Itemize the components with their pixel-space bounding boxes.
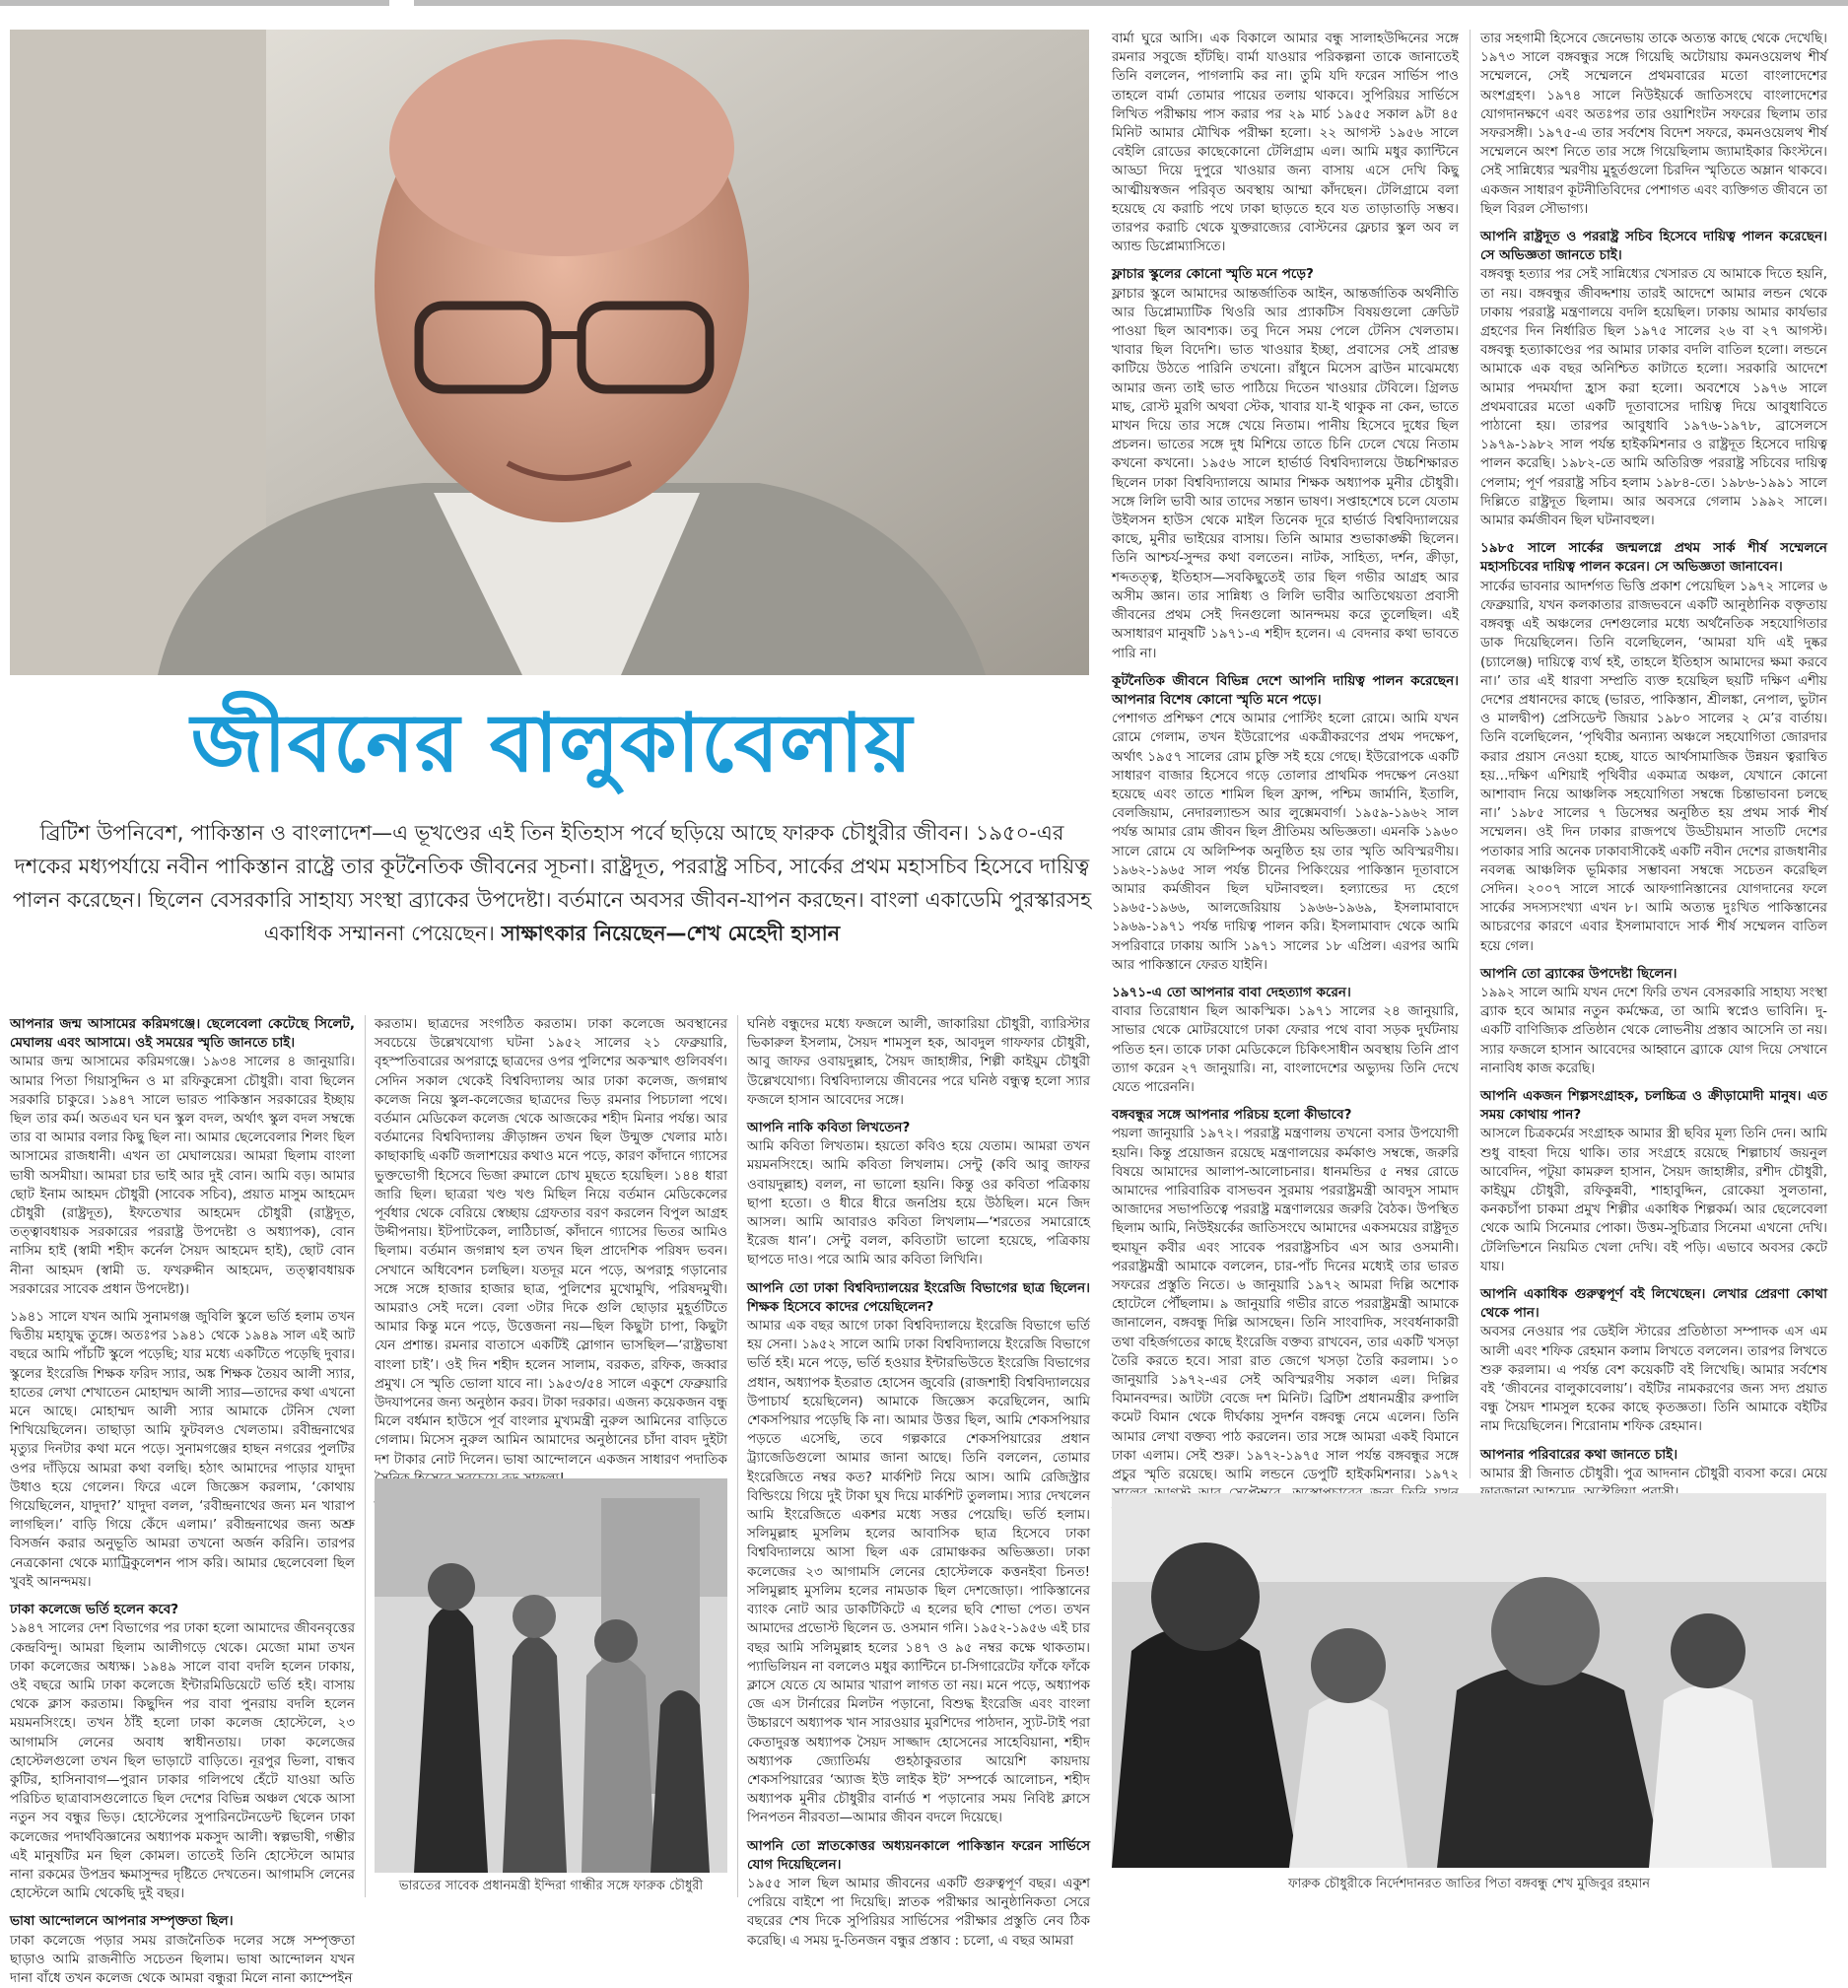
question: ভাষা আন্দোলনে আপনার সম্পৃক্ততা ছিল। (10, 1913, 234, 1930)
caption-indira-photo: ভারতের সাবেক প্রধানমন্ত্রী ইন্দিরা গান্ধীর সঙ্গে ফারুক চৌধুরী (398, 1879, 704, 1893)
question: আপনি তো স্নাতকোত্তর অধ্যয়নকালে পাকিস্তান ফরেন সার্ভিসে যোগ দিয়েছিলেন। (747, 1837, 1090, 1873)
answer: বঙ্গবন্ধু হত্যার পর সেই সান্নিধ্যের খেসারত যে আমাকে দিতে হয়নি, তা নয়। বঙ্গবন্ধুর জীবদ্দশায় তারই আদেশে আমার লন্ডন থেকে ঢাকায় পররাষ্ট্র মন্ত্রণালয়ে বদলি হয়েছিল। ঢাকায় আমার কার্যভার গ্রহণের দিন নির্ধারিত ছিল ১৯৭৫ সালের ২৬ বা ২৭ আগস্ট। বঙ্গবন্ধু হত্যাকাণ্ডের পর আমার ঢাকার বদলি বাতিল হলো। লন্ডনে আমাকে এক বছর অনিশ্চিত কাটাতে হলো। সরকারি আদেশে আমার পদমর্যাদা হ্রাস করা হলো। অবশেষে ১৯৭৬ সালে প্রথমবারের মতো একটি দূতাবাসের দায়িত্ব দিয়ে আবুধাবিতে পাঠানো হয়। তারপর আবুধাবি ১৯৭৬-১৯৭৮, ব্রাসেলসে ১৯৭৯-১৯৮২ সাল পর্যন্ত হাইকমিশনার ও রাষ্ট্রদূত হিসেবে দায়িত্ব পালন করেছি। ১৯৮২-তে আমি অতিরিক্ত পররাষ্ট্র সচিবের দায়িত্ব পেলাম; পূর্ণ পররাষ্ট্র সচিব হলাম ১৯৮৪-তে। ১৯৮৬-১৯৯১ সালে দিল্লিতে রাষ্ট্রদূত ছিলাম। আর অবসরে গেলাম ১৯৯২ সালে। আমার কর্মজীবন ছিল ঘটনাবহুল। (1480, 266, 1827, 529)
caption-bangabandhu-photo: ফারুক চৌধুরীকে নির্দেশদানরত জাতির পিতা বঙ্গবন্ধু শেখ মুজিবুর রহমান (1287, 1877, 1651, 1891)
column-2 (375, 1015, 727, 1469)
question: আপনি রাষ্ট্রদূত ও পররাষ্ট্র সচিব হিসেবে দায়িত্ব পালন করেছেন। সে অভিজ্ঞতা জানতে চাই। (1480, 229, 1827, 264)
top-rule-right (414, 0, 1848, 6)
question: ১৯৮৫ সালে সার্কের জন্মলগ্নে প্রথম সার্ক শীর্ষ সম্মেলনে মহাসচিবের দায়িত্ব পালন করেন। সে অভিজ্ঞতা জানাবেন। (1480, 540, 1827, 576)
answer: বার্মা ঘুরে আসি। এক বিকালে আমার বন্ধু সালাহউদ্দিনের সঙ্গে রমনার সবুজে হাঁটছি। বার্মা যাওয়ার পরিকল্পনা তাকে জানাতেই তিনি বললেন, পাগলামি কর না। তুমি যদি ফরেন সার্ভিস পাও তাহলে বার্মা তোমার পায়ের তলায় থাকবে। সুপিরিয়র সার্ভিসে লিখিত পরীক্ষায় পাস করার পর ২৯ মার্চ ১৯৫৫ সকাল ৯টা ৪৫ মিনিট আমার মৌখিক পরীক্ষা হলো। ২২ আগস্ট ১৯৫৬ সালে বেইলি রোডের কাছেকোনো টেলিগ্রাম এল। আমি মধুর ক্যান্টিনে আড্ডা দিয়ে দুপুরে খাওয়ার জন্য বাসায় এসে দেখি কিছু আত্মীয়স্বজন পরিবৃত অবস্থায় আম্মা কাঁদছেন। টেলিগ্রামে বলা হয়েছে যে করাচি পথে ঢাকা ছাড়তে হবে যত তাড়াতাড়ি সম্ভব। তারপর করাচি থেকে যুক্তরাজ্যের বোস্টনের ফ্লেচার স্কুল অব ল অ্যান্ড ডিপ্লোম্যাসিতে। (1112, 31, 1459, 255)
photo-indira-gandhi (375, 1478, 727, 1873)
answer: আমি কবিতা লিখতাম। হয়তো কবিও হয়ে যেতাম। আমরা তখন ময়মনসিংহে। আমি কবিতা লিখলাম। সেন্টু (কবি আবু জাফর ওবায়দুল্লাহ) বলল, না ভালো হয়নি। কিন্তু ওর কবিতা পত্রিকায় ছাপা হতো। ও ধীরে ধীরে জনপ্রিয় হয়ে উঠছিল। মনে জিদ আসল। আমি আবারও কবিতা লিখলাম—‘শরতের সমারোহে ইরেজ ধান’। সেন্টু বলল, কবিতাটা ভালো হয়েছে, পত্রিকায় ছাপতে দাও। পরে আমি আর কবিতা লিখিনি। (747, 1138, 1090, 1268)
intro-paragraph (10, 816, 1094, 984)
question: আপনি একাধিক গুরুত্বপূর্ণ বই লিখেছেন। লেখার প্রেরণা কোথা থেকে পান। (1480, 1286, 1827, 1322)
question: বঙ্গবন্ধুর সঙ্গে আপনার পরিচয় হলো কীভাবে? (1112, 1107, 1352, 1124)
column-divider (1470, 30, 1471, 1478)
answer: ঢাকা কলেজে পড়ার সময় রাজনৈতিক দলের সঙ্গে সম্পৃক্ততা ছাড়াও আমি রাজনীতি সচেতন ছিলাম। ভাষা আন্দোলন যখন দানা বাঁধে তখন কলেজ থেকে আমরা বন্ধুরা মিলে নানা ক্যাম্পেইন (10, 1932, 355, 1986)
answer: করতাম। ছাত্রদের সংগঠিত করতাম। ঢাকা কলেজে অবস্থানের সবচেয়ে উল্লেখযোগ্য ঘটনা ১৯৫২ সালের ২১ ফেব্রুয়ারি, বৃহস্পতিবারের অপরাহ্ণে ছাত্রদের ওপর পুলিশের অকস্মাৎ গুলিবর্ষণ। সেদিন সকাল থেকেই বিশ্ববিদ্যালয় আর ঢাকা কলেজ, জগন্নাথ কলেজ নিয়ে স্কুল-কলেজের ছাত্রদের ভিড় রমনার পিচঢালা পথে। বর্তমান মেডিকেল কলেজ থেকে আজকের শহীদ মিনার পর্যন্ত। আর বর্তমানের বিশ্ববিদ্যালয় ক্রীড়াঙ্গন তখন ছিল উন্মুক্ত খেলার মাঠ। কাছাকাছি একটি জলাশয়ের কথাও মনে পড়ে, কারণ কাঁদানে গ্যাসের ভুক্তভোগী হিসেবে ভিজা রুমালে চোখ মুছতে হয়েছিল। ১৪৪ ধারা জারি ছিল। ছাত্ররা খণ্ড খণ্ড মিছিল নিয়ে বর্তমান মেডিকেলের পূর্বধার থেকে বেরিয়ে স্বেচ্ছায় গ্রেফতার বরণ করলেন বিপুল আগ্রহ উদ্দীপনায়। ইটপাটকেল, লাঠিচার্জ, কাঁদানে গ্যাসের ভিতর আমিও ছিলাম। বর্তমান জগন্নাথ হল তখন ছিল প্রাদেশিক পরিষদ ভবন। সেখানে অধিবেশন চলছিল। যতদূর মনে পড়ে, অপরাহ্ণ গড়ানোর সঙ্গে সঙ্গে হাজার হাজার ছাত্র, পুলিশের মুখোমুখি, পরিষদমুখী। আমরাও সেই দলে। বেলা ৩টার দিকে গুলি ছোড়ার মুহূর্তটিতে আমার কিন্তু মনে পড়ে, উত্তেজনা নয়—ছিল কিছুটা চাপা, কিছুটা যেন প্রশান্ত। রমনার বাতাসে একটিই স্লোগান ভাসছিল—‘রাষ্ট্রভাষা বাংলা চাই’। ওই দিন শহীদ হলেন সালাম, বরকত, রফিক, জব্বার প্রমুখ। সে স্মৃতি ভোলা যাবে না। ১৯৫৩/৫৪ সালে একুশে ফেব্রুয়ারি উদযাপনের জন্য অনুষ্ঠান করব। টাকা দরকার। এজন্য কয়েকজন বন্ধু মিলে বর্ধমান হাউসে পূর্ব বাংলার মুখ্যমন্ত্রী নুরুল আমিনের বাড়িতে গেলাম। মিসেস নুরুল আমিন আমাদের অনুষ্ঠানের চাঁদা বাবদ দুইটা দশ টাকার নোট দিলেন। ভাষা আন্দোলনে একজন সাধারণ পদাতিক (375, 1016, 727, 1468)
column-1 (10, 1015, 355, 1986)
question: কূটনৈতিক জীবনে বিভিন্ন দেশে আপনি দায়িত্ব পালন করেছেন। আপনার বিশেষ কোনো স্মৃতি মনে পড়ে। (1112, 672, 1459, 708)
answer: আমার এক বছর আগে ঢাকা বিশ্ববিদ্যালয়ে ইংরেজি বিভাগে ভর্তি হয় সেনা। ১৯৫২ সালে আমি ঢাকা বিশ্ববিদ্যালয়ে ইংরেজি বিভাগে ভর্তি হই। মনে পড়ে, ভর্তি হওয়ার ইন্টারভিউতে ইংরেজি বিভাগের প্রধান, অধ্যাপক ইতরাত হোসেন জুবেরি (রাজশাহী বিশ্ববিদ্যালয়ের উপাচার্য হয়েছিলেন) আমাকে জিজ্ঞেস করেছিলেন, আমি শেকসপিয়ার পড়েছি কি না। আমার উত্তর ছিল, আমি শেকসপিয়ার পড়তে এসেছি, তবে গল্পকারে শেকসপিয়ারের প্রধান ট্র্যাজেডিগুলো আমার জানা আছে। তিনি বললেন, তোমার ইংরেজিতে নম্বর কত? মার্কশিট নিয়ে আস। আমি রেজিস্ট্রার বিল্ডিংয়ে গিয়ে দুই টাকা ঘুষ দিয়ে মার্কশিট তুললাম। স্যার দেখলেন আমি ইংরেজিতে একশর মধ্যে সত্তর পেয়েছি। ভর্তি হলাম। সলিমুল্লাহ মুসলিম হলের আবাসিক ছাত্র হিসেবে ঢাকা বিশ্ববিদ্যালয়ে আসা ছিল এক রোমাঞ্চকর অভিজ্ঞতা। ঢাকা কলেজের ২৩ আগামসি লেনের হোস্টেলকে কত্তনইবা চিনত! সলিমুল্লাহ মুসলিম হলের নামডাক ছিল দেশজোড়া। পাকিস্তানের ব্যাংক নোট আর ডাকটিকিটে এ হলের ছবি শোভা পেত। তখন আমাদের প্রভোস্ট ছিলেন ড. ওসমান গনি। ১৯৫২-১৯৫৬ এই চার বছর আমি সলিমুল্লাহ হলের ১৪৭ ও ৯৫ নম্বর কক্ষে থাকতাম। প্যাভিলিয়ন না বললেও মধুর ক্যান্টিনে চা-সিগারেটের ফাঁকে ফাঁকে ক্লাসে যেতে যে আমার খারাপ লাগত তা নয়। মনে পড়ে, অধ্যাপক জে এস টার্নারের মিলটন পড়ানো, বিশুদ্ধ ইংরেজি এবং বাংলা উচ্চারণে অধ্যাপক খান সারওয়ার মুরশিদের পাঠদান, স্যুট-টাই পরা কেতাদুরস্ত অধ্যাপক সৈয়দ সাজ্জাদ হোসেনের সাহেবিয়ানা, শহীদ অধ্যাপক জ্যোতির্ময় গুহঠাকুরতার আয়েশি কায়দায় শেকসপিয়ারের ‘অ্যাজ ইউ লাইক ইট’ সম্পর্কে আলোচন, শহীদ অধ্যাপক মুনীর চৌধুরীর বার্নার্ড শ পড়ানোর সময় নিবিষ্ট ক্লাসে পিনপতন নীরবতা—আমার জীবন বদলে দিয়েছে। (747, 1318, 1090, 1826)
answer: আসলে চিত্রকর্মের সংগ্রাহক আমার স্ত্রী ছবির মূল্য তিনি দেন। আমি শুধু বাহবা দিয়ে থাকি। তার সংগ্রহে রয়েছে শিল্পাচার্য জয়নুল আবেদিন, পটুয়া কামরুল হাসান, সৈয়দ জাহাঙ্গীর, রশীদ চৌধুরী, কাইয়ুম চৌধুরী, রফিকুন্নবী, শাহাবুদ্দিন, রোকেয়া সুলতানা, কনকচাঁপা চাকমা প্রমুখ শিল্পীর একাধিক শিল্পকর্ম। আর ছেলেবেলা থেকে আমি সিনেমার পোকা। উত্তম-সুচিত্রার সিনেমা এখনো দেখি। টেলিভিশনে নিয়মিত খেলা দেখি। বই পড়ি। এভাবে অবসর কেটে যায়। (1480, 1126, 1827, 1274)
column-divider (737, 1015, 738, 1897)
portrait-photo (10, 30, 1089, 675)
answer: ১৯৫৫ সাল ছিল আমার জীবনের একটি গুরুত্বপূর্ণ বছর। একুশ পেরিয়ে বাইশে পা দিয়েছি। স্নাতক পরীক্ষার আনুষ্ঠানিকতা সেরে বছরের শেষ দিকে সুপিরিয়র সার্ভিসের পরীক্ষার প্রস্তুতি নেব ঠিক করেছি। এ সময় দু-তিনজন বন্ধুর প্রস্তাব : চলো, এ বছর আমরা (747, 1875, 1090, 1949)
answer: সার্কের ভাবনার আদর্শগত ভিত্তি প্রকাশ পেয়েছিল ১৯৭২ সালের ৬ ফেব্রুয়ারি, যখন কলকাতার রাজভবনে একটি আনুষ্ঠানিক বক্তৃতায় বঙ্গবন্ধু এই অঞ্চলের দেশগুলোর মধ্যে অর্থনৈতিক সহযোগিতার ডাক দিয়েছিলেন। তিনি বলেছিলেন, ‘আমরা যদি এই দুষ্কর (চ্যালেঞ্জ) দায়িত্বে ব্যর্থ হই, তাহলে ইতিহাস আমাদের ক্ষমা করবে না।’ তার এই ধারণা সম্প্রতি ব্যক্ত হয়েছিল ছয়টি দক্ষিণ এশীয় দেশের প্রধানদের কাছে (ভারত, পাকিস্তান, শ্রীলঙ্কা, নেপাল, ভুটান ও মালদ্বীপ) প্রেসিডেন্ট জিয়ার ১৯৮০ সালের ২ মে’র বার্তায়। তিনি বলেছিলেন, ‘পৃথিবীর অন্যান্য অঞ্চলে সহযোগিতা জোরদার করার প্রয়াস নেওয়া হচ্ছে, যাতে আর্থসামাজিক উন্নয়ন ত্বরান্বিত হয়…দক্ষিণ এশিয়াই পৃথিবীর একমাত্র অঞ্চল, যেখানে কোনো আশাবাদ নিয়ে আঞ্চলিক সহযোগিতা সম্বন্ধে চিন্তাভাবনা চলছে না।’ ১৯৮৫ সালের ৭ ডিসেম্বর অনুষ্ঠিত হয় প্রথম সার্ক শীর্ষ সম্মেলন। ওই দিন ঢাকার রাজপথে উড্ডীয়মান সাতটি দেশের পতাকার সারি অনেক ঢাকাবাসীকেই একটি নবীন দেশের রাজধানীর নবলব্ধ আঞ্চলিক ভূমিকার সম্ভাবনা সম্বন্ধে সচেতন করেছিল সেদিন। ২০০৭ সালে সার্কে আফগানিস্তানের যোগদানের ফলে সার্কের সদস্যসংখ্যা এখন ৮। আমি অত্যন্ত দুঃখিত পাকিস্তানের আচরণের কারণে এবার ইসলামাবাদে সার্ক শীর্ষ সম্মেলন বাতিল হয়ে গেল। (1480, 578, 1827, 954)
byline: সাক্ষাৎকার নিয়েছেন—শেখ মেহেদী হাসান (501, 922, 841, 945)
headline: জীবনের বালুকাবেলায় (190, 697, 914, 790)
question: আপনি একজন শিল্পসংগ্রাহক, চলচ্চিত্র ও ক্রীড়ামোদী মানুষ। এত সময় কোথায় পান? (1480, 1087, 1827, 1124)
answer: ১৯৪৭ সালের দেশ বিভাগের পর ঢাকা হলো আমাদের জীবনবৃত্তের কেন্দ্রবিন্দু। আমরা ছিলাম আলীগড়ে থেকে। মেজো মামা তখন ঢাকা কলেজের অধ্যক্ষ। ১৯৪৯ সালে বাবা বদলি হলেন ঢাকায়, ওই বছরে আমি ঢাকা কলেজে ইন্টারমিডিয়েটে ভর্তি হই। বাসায় থেকে ক্লাস করতাম। কিছুদিন পর বাবা পুনরায় বদলি হলেন ময়মনসিংহে। তখন ঠাঁই হলো ঢাকা কলেজ হোস্টেলে, ২৩ আগামসি লেনের অবাধ স্বাধীনতায়। ঢাকা কলেজের হোস্টেলগুলো তখন ছিল ভাড়াটে বাড়িতে। নূরপুর ভিলা, বান্ধব কুটির, হাসিনাবাগ—পুরান ঢাকার গলিপথে হেঁটে যাওয়া অতি পরিচিত ছাত্রাবাসগুলোতে ছিল দেশের বিভিন্ন অঞ্চল থেকে আসা নতুন সব বন্ধুর ভিড়। হোস্টেলের সুপারিনটেনডেন্ট ছিলেন ঢাকা কলেজের পদার্থবিজ্ঞানের অধ্যাপক মকসুদ আলী। স্বল্পভাষী, গম্ভীর এই মানুষটির মন ছিল কোমল। তাতেই তিনি হোস্টেলে আমার নানা রকমের উপদ্রব ক্ষমাসুন্দর দৃষ্টিতে দেখতেন। আগামসি লেনের হোস্টেলে আমি থেকেছি দুই বছর। (10, 1620, 355, 1902)
question: ফ্লাচার স্কুলের কোনো স্মৃতি মনে পড়ে? (1112, 266, 1314, 283)
question: আপনার জন্ম আসামের করিমগঞ্জে। ছেলেবেলা কেটেছে সিলেট, মেঘালয় এবং আসামে। ওই সময়ের স্মৃতি জানতে চাই। (10, 1016, 355, 1052)
question: আপনি নাকি কবিতা লিখতেন? (747, 1120, 911, 1136)
answer: বাবার তিরোধান ছিল আকস্মিক। ১৯৭১ সালের ২৪ জানুয়ারি, সাভার থেকে মোটরযোগে ঢাকা ফেরার পথে বাবা সড়ক দুর্ঘটনায় পতিত হন। তাকে ঢাকা মেডিকেলে চিকিৎসাধীন অবস্থায় তিনি প্রাণ ত্যাগ করেন ২৭ জানুয়ারি। না, বাংলাদেশের অভ্যুদয় তিনি দেখে যেতে পারেননি। (1112, 1003, 1459, 1095)
question: আপনি তো ব্র্যাকের উপদেষ্টা ছিলেন। (1480, 965, 1677, 982)
column-4 (1112, 30, 1459, 1483)
question: আপনার পরিবারের কথা জানতে চাই। (1480, 1446, 1678, 1463)
answer: ফ্লাচার স্কুলে আমাদের আন্তর্জাতিক আইন, আন্তর্জাতিক অর্থনীতি আর ডিপ্লোম্যাটিক থিওরি আর প্র্যাকটিস বিষয়গুলো ক্রেডিট পাওয়া ছিল আবশ্যক। তবু দিনে সময় পেলে টেনিস খেলতাম। খাবার ছিল বিদেশি। ভাত খাওয়ার ইচ্ছা, প্রবাসের সেই প্রারম্ভ কাটিয়ে উঠতে পারিনি তখনো। রাঁধুনে মিসেস ব্রাউন মাঝেমধ্যে আমার জন্য তাই ভাত পাঠিয়ে দিতেন খাওয়ার টেবিলে। গ্রিলড মাছ, রোস্ট মুরগি অথবা স্টেক, খাবার যা-ই থাকুক না কেন, ভাতে মাখন দিয়ে তার সঙ্গে খেয়ে নিতাম। পানীয় হিসেবে দুধের ছিল প্রচলন। ভাতের সঙ্গে দুধ মিশিয়ে তাতে চিনি ঢেলে খেয়ে নিতাম কখনো কখনো। ১৯৫৬ সালে হার্ভার্ড বিশ্ববিদ্যালয়ে উচ্চশিক্ষারত ছিলেন ঢাকা বিশ্ববিদ্যালয়ে আমার শিক্ষক অধ্যাপক মুনীর চৌধুরী। সঙ্গে লিলি ভাবী আর তাদের সন্তান ভাষণ। সপ্তাহশেষে চলে যেতাম উইলসন হাউস থেকে মাইল তিনেক দূরে হার্ভার্ড বিশ্ববিদ্যালয়ের কাছে, মুনীর ভাইয়ের বাসায়। তিনি আমার শুভাকাঙ্ক্ষী ছিলেন। তিনি আশ্চর্য-সুন্দর কথা বলতেন। নাটক, সাহিত্য, দর্শন, ক্রীড়া, শব্দতত্ত্ব, ইতিহাস—সবকিছুতেই তার ছিল গভীর আগ্রহ আর অসীম জ্ঞান। তার সান্নিধ্য ও লিলি ভাবীর আতিথেয়তা প্রবাসী জীবনের প্রথম সেই দিনগুলো আনন্দময় করে তুলেছিল। এই অসাধারণ মানুষটি ১৯৭১-এ শহীদ হলেন। এ বেদনার কথা ভাবতে পারি না। (1112, 285, 1459, 661)
intro-text: ব্রিটিশ উপনিবেশ, পাকিস্তান ও বাংলাদেশ—এ ভূখণ্ডের এই তিন ইতিহাস পর্বে ছড়িয়ে আছে ফারুক চৌধুরীর জীবন। ১৯৫০-এর দশকের মধ্যপর্যায়ে নবীন পাকিস্তান রাষ্ট্রে তার কূটনৈতিক জীবনের সূচনা। রাষ্ট্রদূত, পররাষ্ট্র সচিব, সার্কের প্রথম মহাসচিব হিসেবে দায়িত্ব পালন করেছেন। ছিলেন বেসরকারি সাহায্য সংস্থা ব্র্যাকের উপদেষ্টা। বর্তমানে অবসর জীবন-যাপন করছেন। বাংলা একাডেমি পুরস্কারসহ একাধিক সম্মাননা পেয়েছেন। (12, 821, 1092, 945)
question: আপনি তো ঢাকা বিশ্ববিদ্যালয়ের ইংরেজি বিভাগের ছাত্র ছিলেন। শিক্ষক হিসেবে কাদের পেয়েছিলেন? (747, 1279, 1090, 1315)
top-rule-left (0, 0, 389, 6)
column-divider (365, 1015, 366, 1897)
column-3 (747, 1015, 1090, 1949)
column-5 (1480, 30, 1827, 1481)
answer: অবসর নেওয়ার পর ডেইলি স্টারের প্রতিষ্ঠাতা সম্পাদক এস এম আলী এবং শফিক রেহমান কলাম লিখতে বললেন। তারপর লিখতে শুরু করলাম। এ পর্যন্ত বেশ কয়েকটি বই লিখেছি। আমার সর্বশেষ বই ‘জীবনের বালুকাবেলায়’। বইটির নামকরণের জন্য সদ্য প্রয়াত বন্ধু সৈয়দ শামসুল হকের কাছে কৃতজ্ঞতা। তিনি আমাকে বইটির নাম দিয়েছিলেন। শিরোনাম শফিক রেহমান। (1480, 1324, 1827, 1435)
answer: ১৯৯২ সালে আমি যখন দেশে ফিরি তখন বেসরকারি সাহায্য সংস্থা ব্র্যাক হবে আমার নতুন কর্মক্ষেত্র, তা আমি স্বপ্নেও ভাবিনি। দু-একটি বাণিজ্যিক প্রতিষ্ঠান থেকে লোভনীয় প্রস্তাব আসেনি তা নয়। স্যার ফজলে হাসান আবেদের আহ্বানে ব্র্যাকে যোগ দিয়ে সেখানে নানাবিধ কাজ করেছি। (1480, 984, 1827, 1076)
answer: ১৯৪১ সালে যখন আমি সুনামগঞ্জ জুবিলি স্কুলে ভর্তি হলাম তখন দ্বিতীয় মহাযুদ্ধ তুঙ্গে। অতঃপর ১৯৪১ থেকে ১৯৪৯ সাল এই আট বছরে আমি পাঁচটি স্কুলে পড়েছি; যার মধ্যে একটিতে পড়েছি দুবার। স্কুলের ইংরেজি শিক্ষক ফরিদ স্যার, অঙ্ক শিক্ষক তৈয়ব আলী স্যার, হাতের লেখা শেখাতেন মোহাম্মদ আলী স্যার—তাদের কথা এখনো মনে আছে। মোহাম্মদ আলী স্যার আমাকে টেনিস খেলা শিখিয়েছিলেন। তাছাড়া আমি ফুটবলও খেলতাম। রবীন্দ্রনাথের মৃত্যুর দিনটার কথা মনে পড়ে। সুনামগঞ্জের হাছন নগরের পুলটির ওপর দাঁড়িয়ে আমরা কথা বলছি। হঠাৎ আমাদের পাড়ার যাদুদা উধাও হয়ে গেলেন। ফিরে এলে জিজ্ঞেস করলাম, ‘কোথায় গিয়েছিলেন, যাদুদা?’ যাদুদা বলল, ‘রবীন্দ্রনাথের জন্য মন খারাপ লাগছিল।’ বাড়ি গিয়ে কেঁদে এলাম।’ রবীন্দ্রনাথের জন্য অশ্রু বিসর্জন করার অনুভূতি আমরা তখনো অর্জন করিনি। তারপর নেত্রকোনা থেকে ম্যাট্রিকুলেশন পাস করি। আমার ছেলেবেলা ছিল খুবই আনন্দময়। (10, 1309, 355, 1590)
answer: পেশাগত প্রশিক্ষণ শেষে আমার পোস্টিং হলো রোমে। আমি যখন রোমে গেলাম, তখন ইউরোপের একত্রীকরণের প্রথম পদক্ষেপ, অর্থাৎ ১৯৫৭ সালের রোম চুক্তি সই হয়ে গেছে। ইউরোপকে একটি সাধারণ বাজার হিসেবে গড়ে তোলার প্রাথমিক পদক্ষেপ নেওয়া হয়েছে এবং তাতে শামিল ছিল ফ্রান্স, পশ্চিম জার্মানি, ইতালি, বেলজিয়াম, নেদারল্যান্ডস আর লুক্সেমবার্গ। ১৯৫৯-১৯৬২ সাল পর্যন্ত আমার রোম জীবন ছিল প্রীতিময় অভিজ্ঞতা। এমনকি ১৯৬০ সালে রোমে যে অলিম্পিক অনুষ্ঠিত হয় তার স্মৃতি অবিস্মরণীয়। ১৯৬২-১৯৬৫ সাল পর্যন্ত চীনের পিকিংয়ের পাকিস্তান দূতাবাসে আমার কর্মজীবন ছিল ঘটনাবহুল। হল্যান্ডের দ্য হেগে ১৯৬৫-১৯৬৬, আলজেরিয়ায় ১৯৬৬-১৯৬৯, ইসলামাবাদে ১৯৬৯-১৯৭১ পর্যন্ত দায়িত্ব পালন করি। ইসলামাবাদ থেকে আমি সপরিবারে ঢাকায় আসি ১৯৭১ সালের ১৮ এপ্রিল। এরপর আমি আর পাকিস্তানে ফেরত যাইনি। (1112, 711, 1459, 973)
question: ১৯৭১-এ তো আপনার বাবা দেহত্যাগ করেন। (1112, 984, 1351, 1000)
answer: তার সহগামী হিসেবে জেনেভায় তাকে অত্যন্ত কাছে থেকে দেখেছি। ১৯৭৩ সালে বঙ্গবন্ধুর সঙ্গে গিয়েছি অটোয়ায় কমনওয়েলথ শীর্ষ সম্মেলনে, সেই সম্মেলনে প্রথমবারের মতো বাংলাদেশের অংশগ্রহণ। ১৯৭৪ সালে নিউইয়র্কে জাতিসংঘে বাংলাদেশের যোগদানক্ষণে এবং অতঃপর তার ওয়াশিংটন সফরের ছিলাম তার সফরসঙ্গী। ১৯৭৫-এ তার সর্বশেষ বিদেশ সফরে, কমনওয়েলথ শীর্ষ সম্মেলনে অংশ নিতে তার সঙ্গে গিয়েছিলাম জ্যামাইকার কিংস্টনে। সেই সান্নিধ্যের স্মরণীয় মুহূর্তগুলো চিরদিন স্মৃতিতে অম্লান থাকবে। একজন সাধারণ কূটনীতিবিদের পেশাগত এবং ব্যক্তিগত জীবনে তা ছিল বিরল সৌভাগ্য। (1480, 31, 1827, 217)
answer: আমার স্ত্রী জিনাত চৌধুরী। পুত্র আদনান চৌধুরী ব্যবসা করে। মেয়ে (1480, 1465, 1827, 1481)
answer: ঘনিষ্ঠ বন্ধুদের মধ্যে ফজলে আলী, জাকারিয়া চৌধুরী, ব্যারিস্টার ভিকারুল ইসলাম, সৈয়দ শামসুল হক, আবদুল গাফফার চৌধুরী, আবু জাফর ওবায়দুল্লাহ, সৈয়দ জাহাঙ্গীর, শিল্পী কাইয়ুম চৌধুরী উল্লেখযোগ্য। বিশ্ববিদ্যালয়ে জীবনের পরে ঘনিষ্ঠ বন্ধুত্ব হলো স্যার ফজলে হাসান আবেদের সঙ্গে। (747, 1016, 1090, 1108)
question: ঢাকা কলেজে ভর্তি হলেন কবে? (10, 1602, 179, 1618)
answer: আমার জন্ম আসামের করিমগঞ্জে। ১৯৩৪ সালের ৪ জানুয়ারি। আমার পিতা গিয়াসুদ্দিন ও মা রফিকুন্নেসা চৌধুরী। বাবা ছিলেন সরকারি চাকুরে। ১৯৪৭ সালে ভারত পাকিস্তান সরকারের ইচ্ছায় ছিল তার কর্ম। অতএব ঘন ঘন স্কুল বদল, অর্থাৎ স্কুল বদল সম্বন্ধে তার বা আমার বলার কিছু ছিল না। আমার ছেলেবেলার শিলং ছিল আসামের রাজধানী। এখন তা মেঘালয়ের। আমরা ছিলাম বাংলা ভাষী অসমীয়া। আমরা চার ভাই আর দুই বোন। আমি বড়। আমার ছোট ইনাম আহমদ চৌধুরী (সাবেক সচিব), প্রয়াত মাসুম আহমেদ চৌধুরী (রাষ্ট্রদূত), ইফতেখার আহমেদ চৌধুরী (রাষ্ট্রদূত, তত্ত্বাবধায়ক সরকারের পররাষ্ট্র উপদেষ্টা ও অধ্যাপক), বোন নাসিম হাই (স্বামী শহীদ কর্নেল সৈয়দ আহমেদ হাই), ছোট বোন নীনা আহমদ (স্বামী ড. ফখরুদ্দীন আহমেদ, তত্ত্বাবধায়ক সরকারের সাবেক প্রধান উপদেষ্টা)। (10, 1054, 355, 1297)
photo-bangabandhu (1112, 1493, 1826, 1868)
answer: পয়লা জানুয়ারি ১৯৭২। পররাষ্ট্র মন্ত্রণালয় তখনো বসার উপযোগী হয়নি। কিন্তু প্রয়োজন রয়েছে মন্ত্রণালয়ের কর্মকাণ্ড সম্বন্ধে, জরুরি বিষয়ে আমাদের আলাপ-আলোচনার। ধানমন্ডির ৫ নম্বর রোডে আমাদের পারিবারিক বাসভবন সুরমায় পররাষ্ট্রমন্ত্রী আবদুস সামাদ আজাদের সভাপতিত্বে পররাষ্ট্র মন্ত্রণালয়ের জরুরি বৈঠক। উপস্থিত ছিলাম আমি, নিউইয়র্কের জাতিসংঘে আমাদের একসময়ের রাষ্ট্রদূত হুমায়ূন কবীর এবং সাবেক পররাষ্ট্রসচিব এস আর ওসমানী। পররাষ্ট্রমন্ত্রী আমাকে বললেন, চার-পাঁচ দিনের মধ্যেই তার ভারত সফরের প্রস্তুতি নিতে। ৬ জানুয়ারি ১৯৭২ আমরা দিল্লি অশোক হোটেলে পৌঁছলাম। ৯ জানুয়ারি গভীর রাতে পররাষ্ট্রমন্ত্রী আমাকে জানালেন, বঙ্গবন্ধু দিল্লি আসছেন। তিনি সাংবাদিক, সংবর্ধনাকারী তথা বহির্জগতের কাছে ইংরেজি বক্তব্য রাখবেন, তার একটি খসড়া তৈরি করতে হবে। সারা রাত জেগে খসড়া তৈরি করলাম। ১০ জানুয়ারি ১৯৭২-এর সেই অবিস্মরণীয় সকাল এল। দিল্লির বিমানবন্দর। আটটা বেজে দশ মিনিট। ব্রিটিশ প্রধানমন্ত্রীর রুপালি কমেট বিমান থেকে দীর্ঘকায় সুদর্শন বঙ্গবন্ধু নেমে এলেন। তিনি আমার লেখা বক্তব্য পাঠ করলেন। তার সঙ্গে আমরা একই বিমানে ঢাকা এলাম। সেই শুরু। ১৯৭২-১৯৭৫ সাল পর্যন্ত বঙ্গবন্ধুর সঙ্গে প্রচুর স্মৃতি রয়েছে। আমি লন্ডনে ডেপুটি হাইকমিশনার। ১৯৭২ (1112, 1126, 1459, 1483)
